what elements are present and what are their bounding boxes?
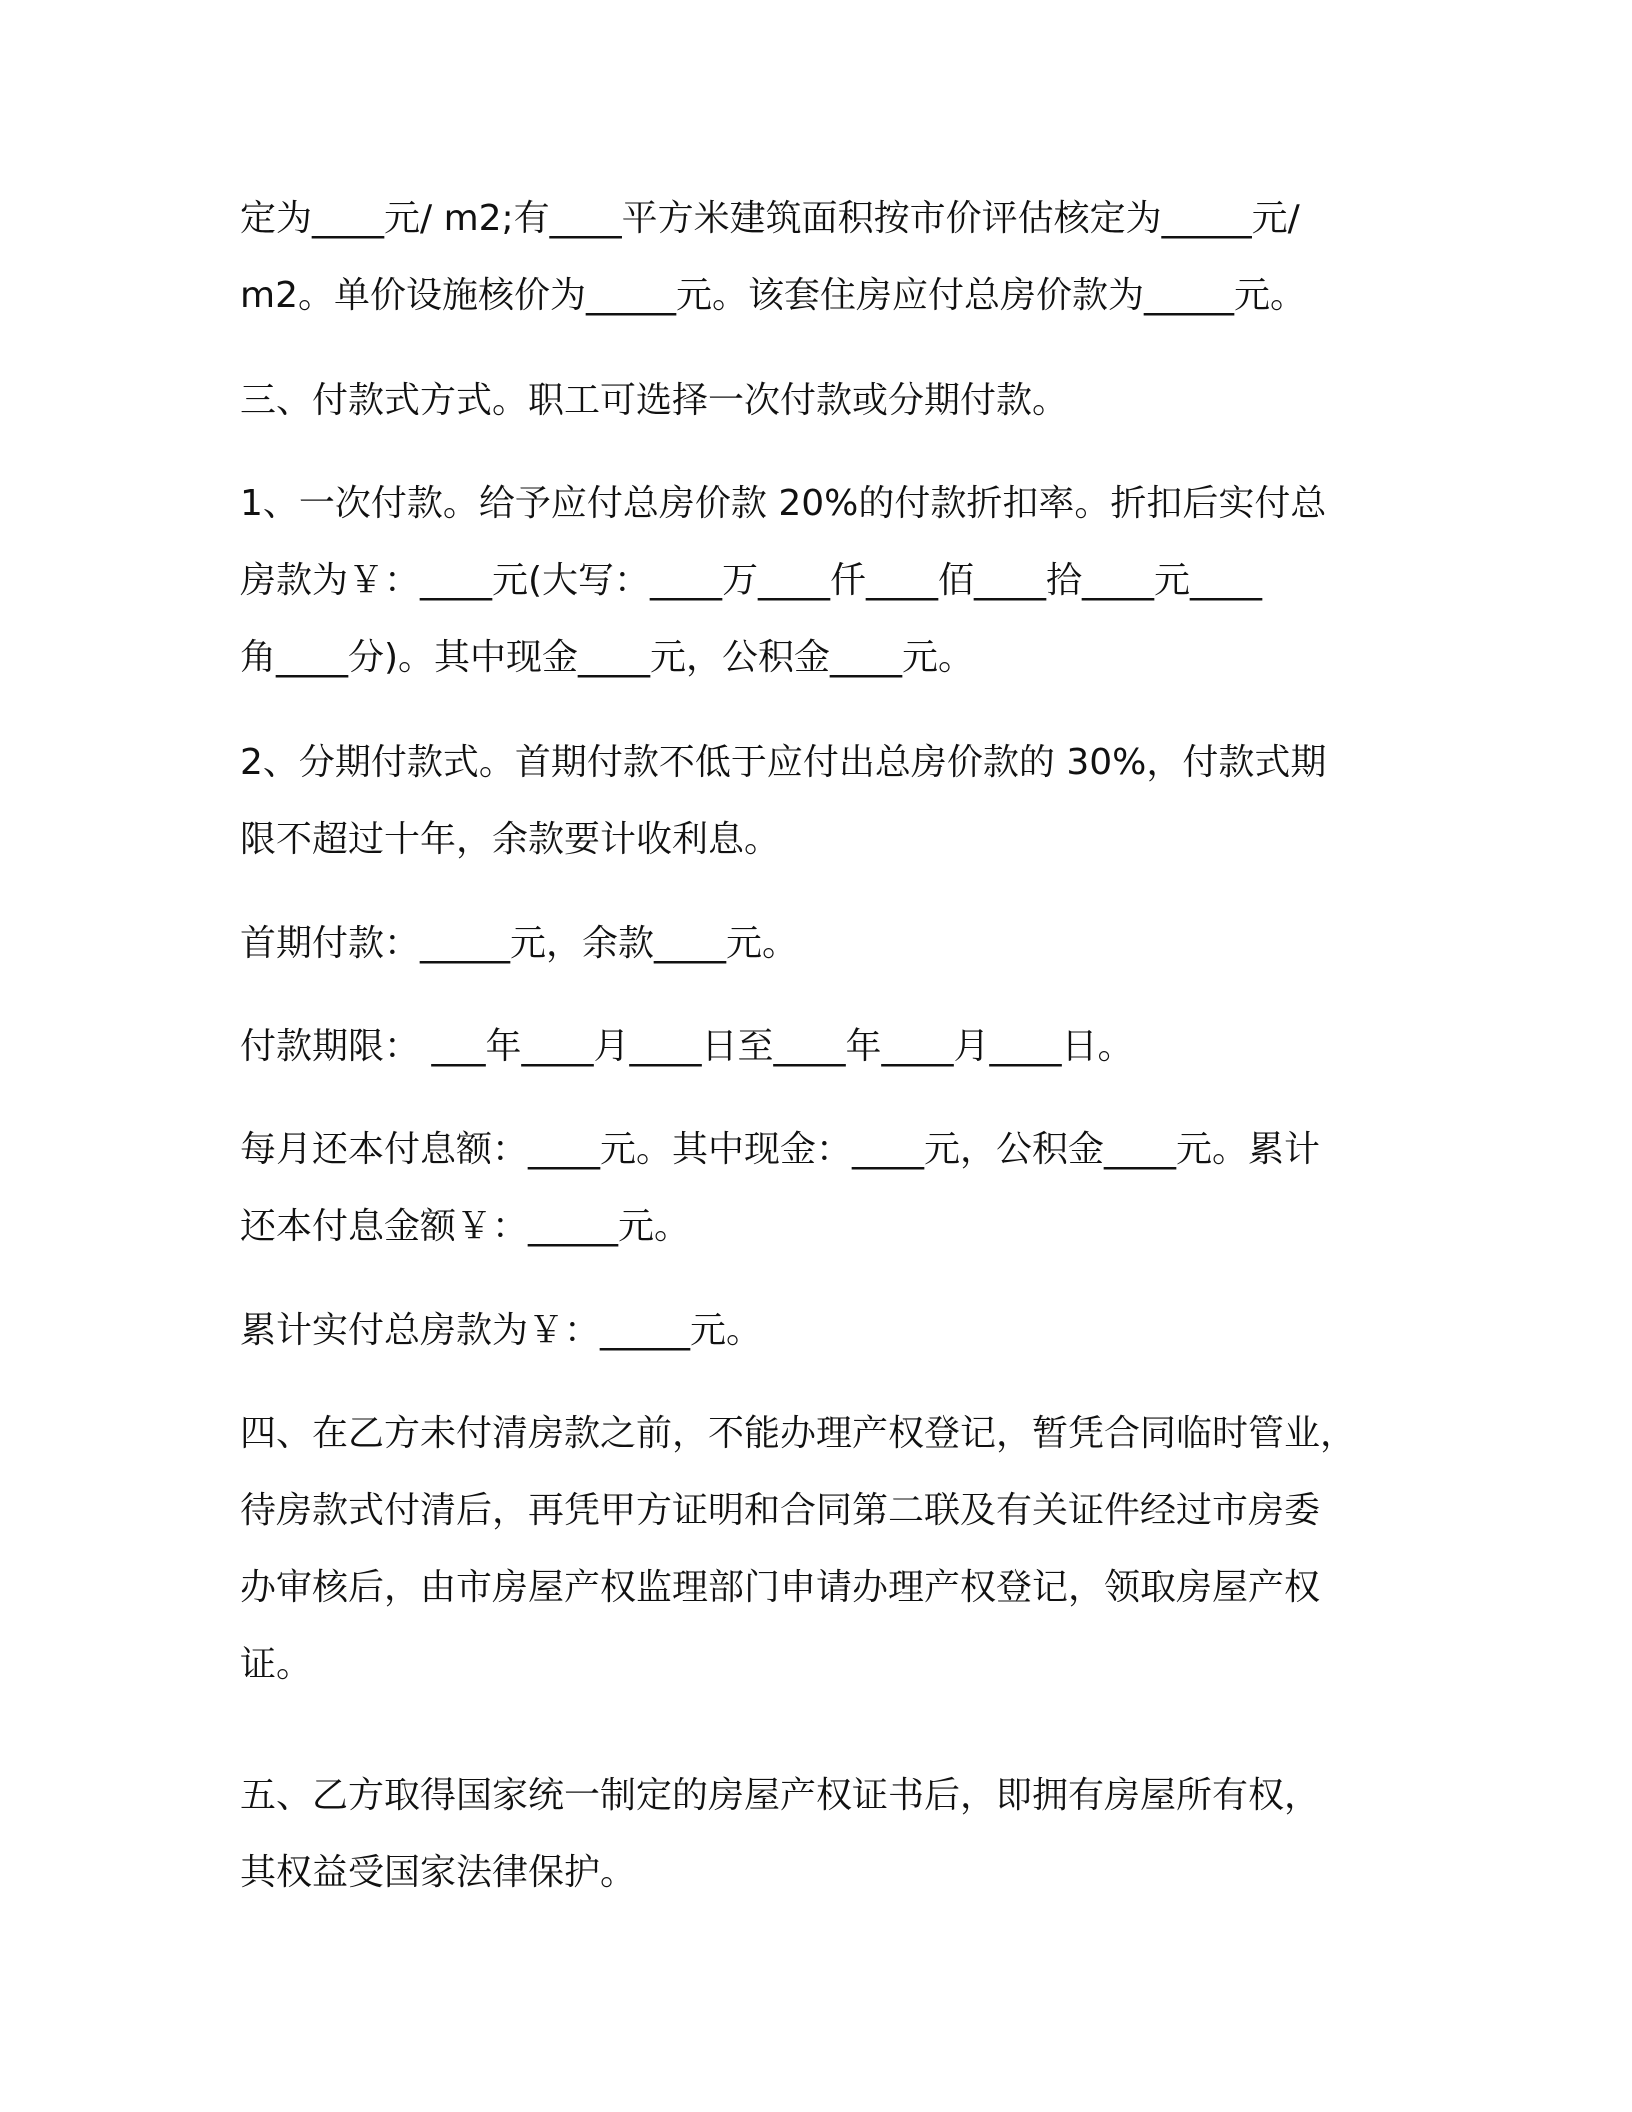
text-line: 四、在乙方未付清房款之前，不能办理产权登记，暂凭合同临时管业， <box>240 1413 1357 1454</box>
text-line: 待房款式付清后，再凭甲方证明和合同第二联及有关证件经过市房委 <box>240 1490 1321 1531</box>
paragraph-down-payment <box>240 905 1390 982</box>
text-line: 限不超过十年，余款要计收利息。 <box>240 819 781 860</box>
text-line: 首期付款：_____元，余款____元。 <box>240 923 799 964</box>
text-line: 累计实付总房款为￥：_____元。 <box>240 1310 763 1351</box>
text-line: 五、乙方取得国家统一制定的房屋产权证书后，即拥有房屋所有权， <box>240 1775 1321 1816</box>
text-line: 办审核后，由市房屋产权监理部门申请办理产权登记，领取房屋产权 <box>240 1567 1321 1608</box>
text-line: 2、分期付款式。首期付款不低于应付出总房价款的 30%，付款式期 <box>240 742 1327 783</box>
text-line: 角____分)。其中现金____元，公积金____元。 <box>240 637 975 678</box>
text-line: 三、付款式方式。职工可选择一次付款或分期付款。 <box>240 380 1069 421</box>
section-five-ownership-rights <box>240 1757 1390 1911</box>
text-line: 其权益受国家法律保护。 <box>240 1852 637 1893</box>
paragraph-installment-payment <box>240 724 1390 878</box>
paragraph-monthly-repayment <box>240 1111 1390 1265</box>
section-heading-payment-method <box>240 362 1390 439</box>
text-line: 证。 <box>240 1644 313 1685</box>
text-line: 房款为￥：____元(大写：____万____仟____佰____拾____元____ <box>240 560 1263 601</box>
text-line: 付款期限： ___年____月____日至____年____月____日。 <box>240 1026 1134 1067</box>
section-four-property-registration <box>240 1395 1390 1703</box>
text-line: m2。单价设施核价为_____元。该套住房应付总房价款为_____元。 <box>240 275 1306 316</box>
paragraph-lump-sum-payment <box>240 465 1390 696</box>
paragraph-price-assessment <box>240 180 1390 334</box>
text-line: 每月还本付息额：____元。其中现金：____元，公积金____元。累计 <box>240 1129 1321 1170</box>
text-line: 还本付息金额￥：_____元。 <box>240 1206 691 1247</box>
paragraph-payment-term <box>240 1008 1390 1085</box>
text-line: 定为____元/ m2;有____平方米建筑面积按市价评估核定为_____元/ <box>240 198 1300 239</box>
paragraph-total-paid <box>240 1292 1390 1369</box>
text-line: 1、一次付款。给予应付总房价款 20%的付款折扣率。折扣后实付总 <box>240 483 1327 524</box>
